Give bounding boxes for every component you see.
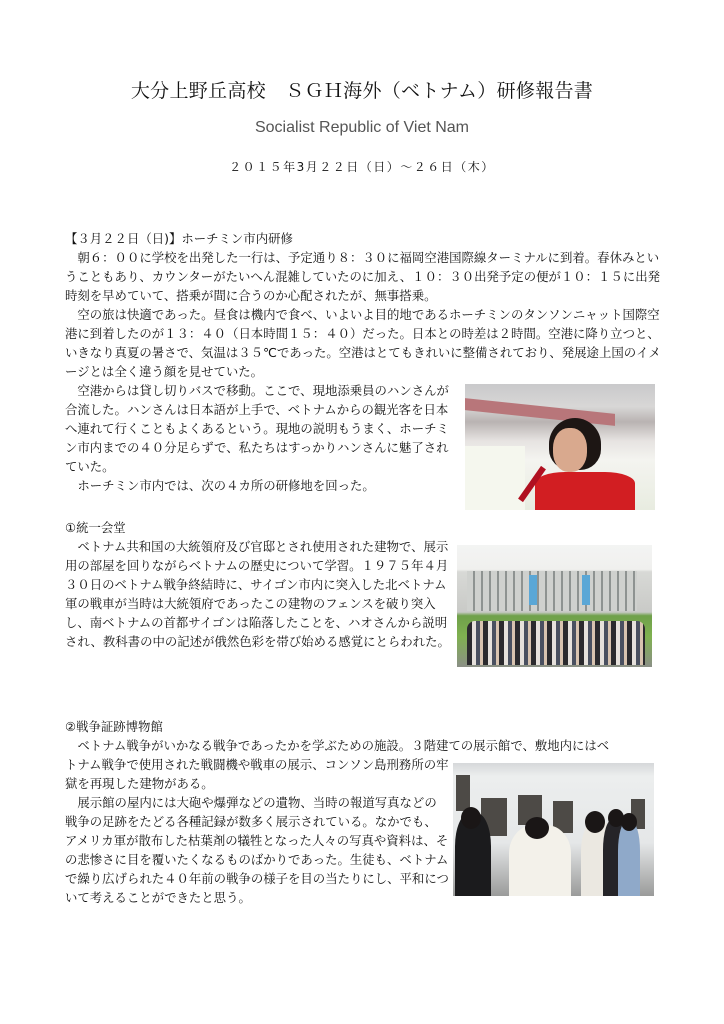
site2-paragraph-exhibits: 展示館の屋内には大砲や爆弾などの遺物、当時の報道写真などの戦争の足跡をたどる各種記録が数多く展示されている。なかでも、アメリカ軍が散布した枯葉剤の犠牲となった人々の写真や資料は、その悲惨さに目を覆いたくなるものばかりであった。生徒も、ベトナムで繰り広げられた４０年前の戦争の様子を目の当たりにし、平和について考えることができたと思う。 [65,795,449,905]
day1-paragraph-bus: 空港からは貸し切りバスで移動。ここで、現地添乗員のハンさんが合流した。ハンさんは日本語が上手で、ベトナムからの観光客を日本へ連れて行くこともよくあるという。現地の説明もうまく、ホーチミン市内までの４０分足らずで、私たちはすっかりハンさんに魅了されていた。 [65,383,449,474]
day1-body-side [65,381,457,495]
day1-paragraph-sites: ホーチミン市内では、次の４カ所の研修地を回った。 [77,478,375,493]
day1-body-full [65,248,661,381]
day1-paragraph-flight: 空の旅は快適であった。昼食は機内で食べ、いよいよ目的地であるホーチミンのタンソンニャット国際空港に到着したのが１３：４０（日本時間１５：４０）だった。日本との時差は２時間。空港に降り立つと、いきなり真夏の暑さで、気温は３５℃であった。空港はとてもきれいに整備されており、発展途上国のイメージとは全く違う顔を見せていた。 [65,307,661,379]
site2-paragraph-intro: ベトナム戦争がいかなる戦争であったかを学ぶための施設。３階建ての展示館で、敷地内にはベ [77,738,610,753]
site1-heading: ①統一会堂 [65,520,126,535]
site1-paragraph: ベトナム共和国の大統領府及び官邸とされ使用された建物で、展示用の部屋を回りながらベトナムの歴史について学習。１９７５年４月３０日のベトナム戦争終結時に、サイゴン市内に突入した北ベトナム軍の戦車が当時は大統領府であったこの建物のフェンスを破り突入し、南ベトナムの首都サイゴンは陥落したことを、ハオさんから説明され、教科書の中の記述が俄然色彩を帯び始める感覚にとらわれた。 [65,539,450,649]
report-date-range: ２０１５年3月２２日（日）～２６日（木） [229,160,495,174]
site2-heading: ②戦争証跡博物館 [65,719,163,734]
independence-palace-group-photo [457,545,652,667]
site1-body [65,537,451,651]
site2-body-full [65,736,665,755]
bus-guide-photo [465,384,655,510]
site2-paragraph-intro-cont: トナム戦争で使用された戦闘機や戦車の展示、コンソン島刑務所の牢獄を再現した建物がある。 [65,757,449,791]
war-museum-photo [453,763,654,896]
day1-heading: 【３月２２日（日)】ホーチミン市内研修 [65,231,293,246]
site2-body-side [65,755,449,907]
day1-paragraph-departure: 朝６：００に学校を出発した一行は、予定通り８：３０に福岡空港国際線ターミナルに到着。春休みということもあり、カウンターがたいへん混雑していたのに加え、１０：３０出発予定の便が１０：１５に出発時刻を早めていて、搭乗が間に合うのか心配されたが、無事搭乗。 [65,250,660,303]
report-title: 大分上野丘高校 ＳＧＨ海外（ベトナム）研修報告書 [130,80,594,102]
report-subtitle: Socialist Republic of Viet Nam [254,119,470,136]
